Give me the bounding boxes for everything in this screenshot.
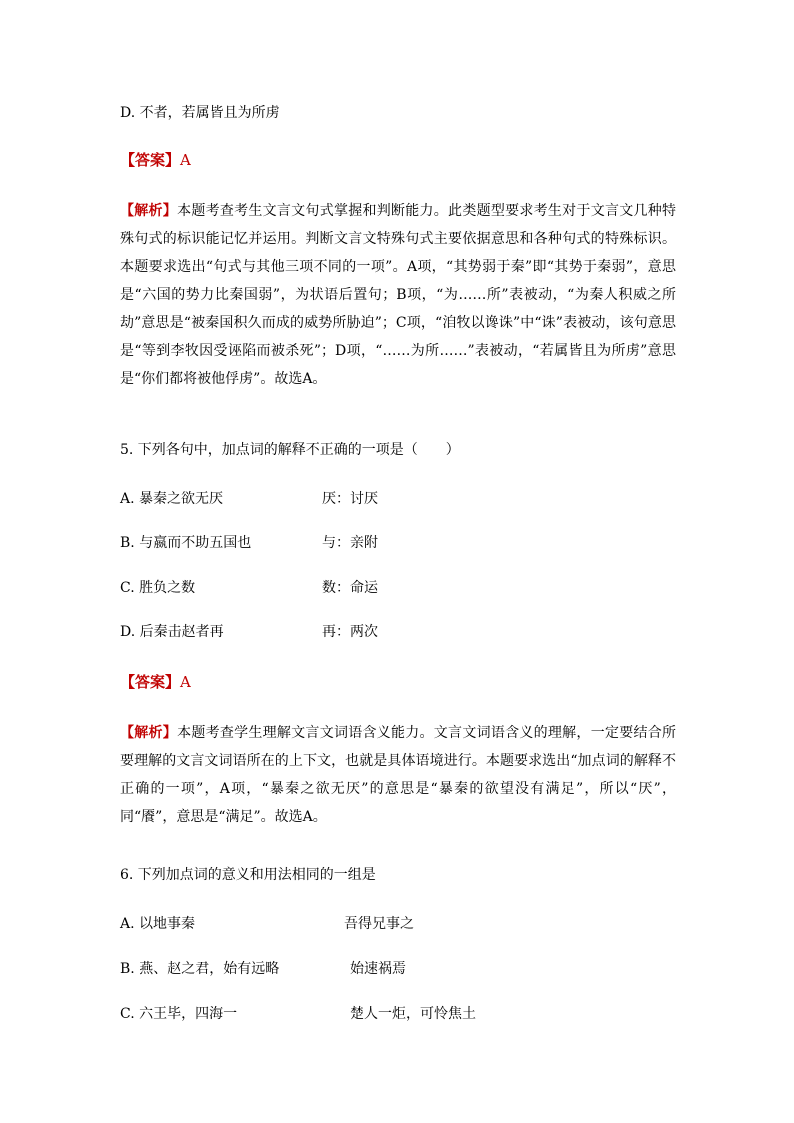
- analysis-tag: 【解析】: [120, 725, 178, 741]
- q6-option-a: A. 以地事秦: [120, 916, 196, 932]
- q6-option-b: B. 燕、赵之君，始有远略: [120, 961, 280, 977]
- q5-gloss-d: 再：两次: [322, 624, 378, 640]
- q6-pair-c: 楚人一炬，可怜焦土: [350, 1006, 476, 1022]
- analysis-text: 本题考查考生文言文句式掌握和判断能力。此类题型要求考生对于文言文几种特殊句式的标识能记忆并运用。判断文言文特殊句式主要依据意思和各种句式的特殊标识。本题要求选出“句式与其他三项不同的一项”。A项，“其势弱于秦”即“其势于秦弱”，意思是“六国的势力比秦国弱”，为状语后置句；B项，“为……所”表被动，“为秦人积威之所劫”意思是“被秦国积久而成的威势所胁迫”；C项，“洎牧以谗诛”中“诛”表被动，该句意思是“等到李牧因受诬陷而被杀死”；D项，“……为所……”表被动，“若属皆且为所虏”意思是“你们都将被他俘虏”。故选A。: [120, 203, 677, 387]
- q6-option-c: C. 六王毕，四海一: [120, 1006, 238, 1022]
- answer-value: A: [180, 673, 191, 691]
- q6-pair-a: 吾得兄事之: [344, 916, 414, 932]
- q5-analysis: [120, 719, 676, 831]
- q4-analysis: [120, 197, 676, 393]
- q6-pair-b: 始速祸焉: [350, 961, 406, 977]
- q5-option-c: C. 胜负之数: [120, 580, 196, 596]
- answer-tag: 【答案】: [120, 151, 181, 169]
- analysis-text: 本题考查学生理解文言文词语含义能力。文言文词语含义的理解，一定要结合所要理解的文言文词语所在的上下文，也就是具体语境进行。本题要求选出“加点词的解释不正确的一项”，A项，“暴秦之欲无厌”的意思是“暴秦的欲望没有满足”，所以“厌”，同“餍”，意思是“满足”。故选A。: [120, 725, 677, 825]
- q5-gloss-b: 与：亲附: [322, 535, 378, 551]
- q5-option-b: B. 与嬴而不助五国也: [120, 535, 252, 551]
- q5-answer: [120, 672, 191, 692]
- analysis-tag: 【解析】: [120, 203, 178, 219]
- q5-option-d: D. 后秦击赵者再: [120, 624, 224, 640]
- answer-value: A: [180, 151, 191, 169]
- q5-gloss-c: 数：命运: [322, 580, 378, 596]
- q4-option-d: D. 不者，若属皆且为所虏: [120, 105, 280, 121]
- q4-answer: [120, 150, 191, 170]
- q5-option-a: A. 暴秦之欲无厌: [120, 491, 224, 507]
- q5-gloss-a: 厌：讨厌: [322, 491, 378, 507]
- q5-stem: 5. 下列各句中，加点词的解释不正确的一项是（ ）: [120, 442, 460, 458]
- answer-tag: 【答案】: [120, 673, 181, 691]
- q6-stem: 6. 下列加点词的意义和用法相同的一组是: [120, 867, 376, 883]
